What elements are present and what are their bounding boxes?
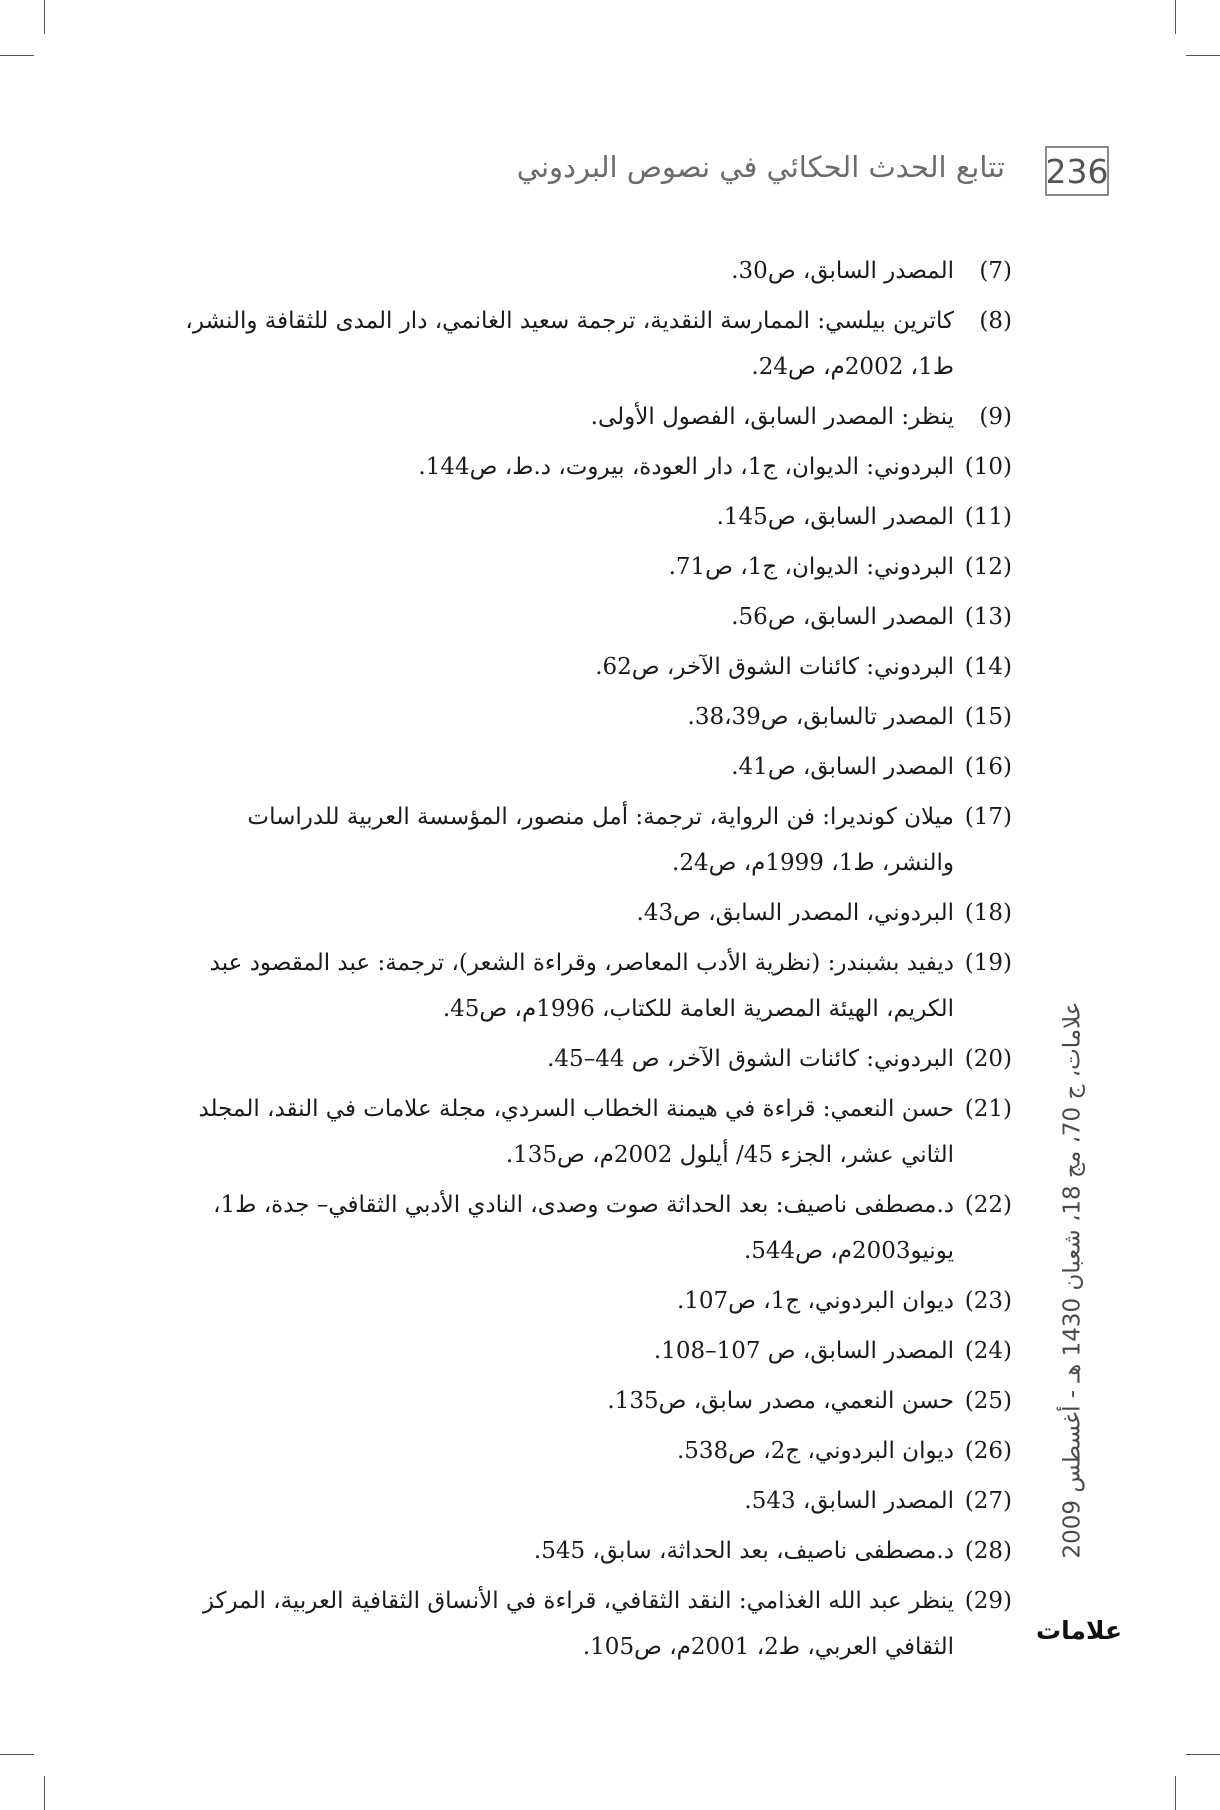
- endnote-number: (28): [964, 1538, 1012, 1564]
- crop-mark: [1186, 1754, 1220, 1755]
- endnote-number: (24): [964, 1338, 1012, 1364]
- endnote-number: (21): [964, 1096, 1012, 1122]
- endnote: [178, 544, 1012, 590]
- endnote-text: المصدر السابق، ص145.: [716, 504, 954, 530]
- endnote-text: ديوان البردوني، ج1، ص107.: [676, 1288, 954, 1314]
- endnote-text: كاترين بيلسي: الممارسة النقدية، ترجمة سعيد الغانمي، دار المدى للثقافة والنشر، ط1، 2002م، ص24.: [185, 308, 954, 380]
- endnote: [178, 1182, 1012, 1274]
- running-title: تتابع الحدث الحكائي في نصوص البردوني: [516, 150, 1005, 184]
- endnote-number: (10): [964, 454, 1012, 480]
- endnote-number: (14): [964, 654, 1012, 680]
- endnote-text: المصدر السابق، ص 107–108.: [653, 1338, 954, 1364]
- endnote-number: (9): [979, 404, 1012, 430]
- endnote: [178, 890, 1012, 936]
- endnote: [178, 1278, 1012, 1324]
- endnote: [178, 444, 1012, 490]
- endnote-text: المصدر السابق، 543.: [744, 1488, 954, 1514]
- crop-mark: [0, 1754, 34, 1755]
- endnote: [178, 744, 1012, 790]
- endnote-number: (25): [964, 1388, 1012, 1414]
- endnote-number: (16): [964, 754, 1012, 780]
- endnote: [178, 794, 1012, 886]
- endnote-number: (7): [979, 258, 1012, 284]
- endnote-text: ديفيد بشبندر: (نظرية الأدب المعاصر، وقراءة الشعر)، ترجمة: عبد المقصود عبد الكريم، الهيئة المصرية العامة للكتاب، 1996م، ص45.: [209, 950, 954, 1022]
- endnote: [178, 394, 1012, 440]
- endnote-number: (23): [964, 1288, 1012, 1314]
- endnote: [178, 644, 1012, 690]
- endnote-number: (26): [964, 1438, 1012, 1464]
- crop-mark: [1175, 0, 1176, 34]
- endnote-text: البردوني، المصدر السابق، ص43.: [636, 900, 954, 926]
- crop-mark: [44, 1776, 45, 1810]
- endnote: [178, 1086, 1012, 1178]
- endnote: [178, 248, 1012, 294]
- endnote: [178, 1378, 1012, 1424]
- endnote-number: (15): [964, 704, 1012, 730]
- crop-mark: [44, 0, 45, 34]
- journal-info-strip: [1050, 980, 1094, 1580]
- endnote: [178, 1328, 1012, 1374]
- endnote: [178, 1036, 1012, 1082]
- endnote-text: د.مصطفى ناصيف: بعد الحداثة صوت وصدى، النادي الأدبي الثقافي– جدة، ط1، يونيو2003م، ص544.: [213, 1192, 954, 1264]
- endnote-number: (22): [964, 1192, 1012, 1218]
- endnote-text: ينظر عبد الله الغذامي: النقد الثقافي، قراءة في الأنساق الثقافية العربية، المركز الثقافي العربي، ط2، 2001م، ص105.: [202, 1588, 954, 1660]
- endnote-number: (20): [964, 1046, 1012, 1072]
- page-number: 236: [1045, 146, 1109, 196]
- endnotes-list: [178, 248, 1012, 1674]
- endnote-number: (13): [964, 604, 1012, 630]
- endnote-number: (8): [979, 308, 1012, 334]
- endnote: [178, 1478, 1012, 1524]
- endnote-text: البردوني: كائنات الشوق الآخر، ص62.: [595, 654, 954, 680]
- endnote: [178, 694, 1012, 740]
- crop-mark: [1175, 1776, 1176, 1810]
- crop-mark: [1186, 55, 1220, 56]
- endnote-text: د.مصطفى ناصيف، بعد الحداثة، سابق، 545.: [533, 1538, 954, 1564]
- endnote-text: ينظر: المصدر السابق، الفصول الأولى.: [590, 404, 954, 430]
- endnote-text: المصدر السابق، ص56.: [731, 604, 954, 630]
- endnote-text: حسن النعمي، مصدر سابق، ص135.: [607, 1388, 954, 1414]
- endnote-text: البردوني: الديوان، ج1، ص71.: [668, 554, 954, 580]
- endnote-text: حسن النعمي: قراءة في هيمنة الخطاب السردي، مجلة علامات في النقد، المجلد الثاني عشر، الجزء 45/ أيلول 2002م، ص135.: [198, 1096, 954, 1168]
- endnote: [178, 940, 1012, 1032]
- endnote-text: ميلان كونديرا: فن الرواية، ترجمة: أمل منصور، المؤسسة العربية للدراسات والنشر، ط1، 1999م، ص24.: [247, 804, 954, 876]
- endnote: [178, 1428, 1012, 1474]
- endnote-number: (27): [964, 1488, 1012, 1514]
- endnote-text: ديوان البردوني، ج2، ص538.: [676, 1438, 954, 1464]
- endnote: [178, 1578, 1012, 1670]
- endnote-number: (19): [964, 950, 1012, 976]
- journal-logo: علامات: [1035, 1615, 1123, 1645]
- endnote: [178, 594, 1012, 640]
- endnote-text: البردوني: الديوان، ج1، دار العودة، بيروت، د.ط، ص144.: [418, 454, 954, 480]
- endnote-text: المصدر السابق، ص30.: [731, 258, 954, 284]
- endnote-number: (18): [964, 900, 1012, 926]
- endnote-text: المصدر تالسابق، ص38،39.: [687, 704, 954, 730]
- endnote-number: (11): [964, 504, 1012, 530]
- endnote: [178, 1528, 1012, 1574]
- endnote: [178, 494, 1012, 540]
- endnote-text: المصدر السابق، ص41.: [731, 754, 954, 780]
- endnote-number: (29): [964, 1588, 1012, 1614]
- endnote-number: (12): [964, 554, 1012, 580]
- crop-mark: [0, 55, 34, 56]
- journal-info: علامات، ج 70، مج 18، شعبان 1430 هـ - أغسطس 2009: [1059, 1001, 1086, 1559]
- endnote-number: (17): [964, 804, 1012, 830]
- endnote: [178, 298, 1012, 390]
- endnote-text: البردوني: كائنات الشوق الآخر، ص 44–45.: [547, 1046, 954, 1072]
